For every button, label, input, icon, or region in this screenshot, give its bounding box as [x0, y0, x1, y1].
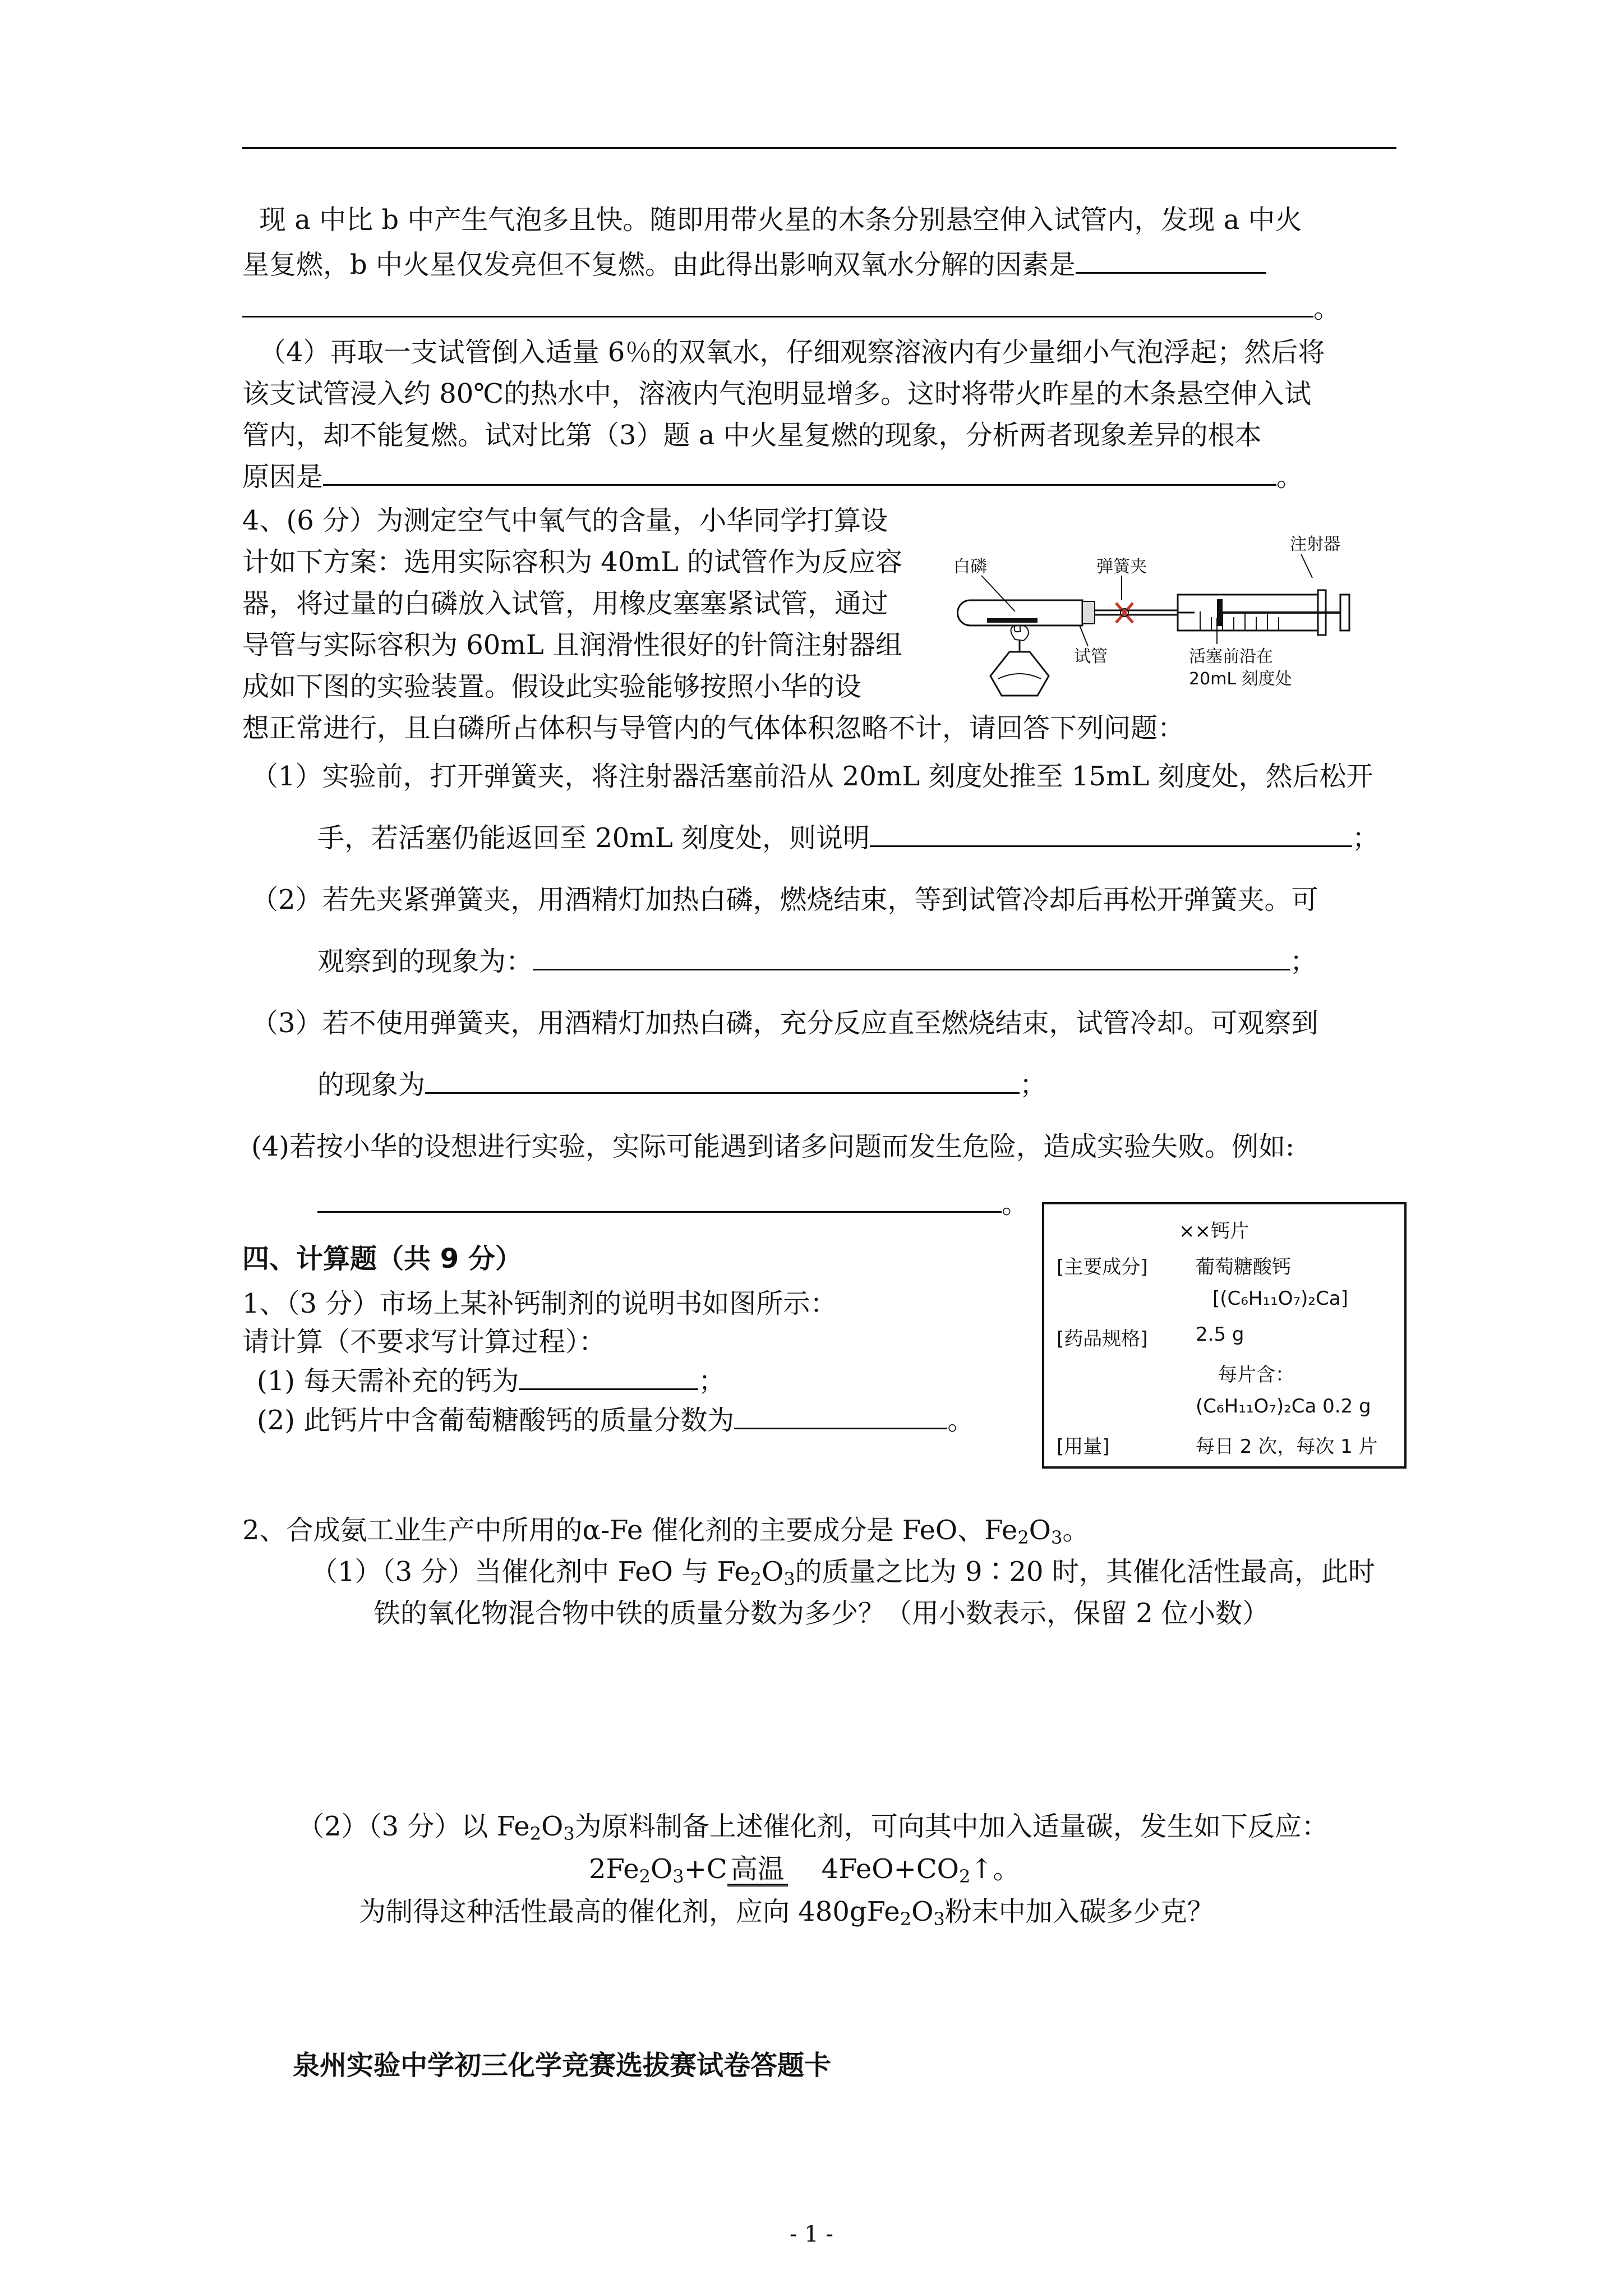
label-each-value: (C₆H₁₁O₇)₂Ca 0.2 g [1196, 1395, 1371, 1418]
q4-line4: 导管与实际容积为 60mL 且润滑性很好的针筒注射器组 [242, 629, 902, 661]
label-title: ××钙片 [1179, 1220, 1249, 1243]
experiment-apparatus-diagram [953, 522, 1380, 701]
calc-q2-2-line3: 为制得这种活性最高的催化剂，应向 $480gFe_2O_3$粉末中加入碳多少克？ [359, 1896, 1214, 1930]
calc-q1-answer1: (1) 每天需补充的钙为 ； [257, 1363, 725, 1399]
q4-line2: 计如下方案：选用实际容积为 40mL 的试管作为反应容 [242, 546, 902, 578]
reaction-equation: $2Fe_2O_3+C$ 高温 $4FeO+CO_2↑$。 [589, 1853, 1020, 1887]
q4-a3-line2: 的现象为 ； [317, 1067, 1046, 1103]
calc-q2-1-line1: （1）（3 分）当催化剂中 FeO 与 $Fe_2O_3$的质量之比为 9∶20 时，其催化活性最高，此时 [311, 1556, 1375, 1590]
label-main-key: [主要成分] [1057, 1256, 1148, 1278]
calcium-tablet-label [1042, 1202, 1407, 1469]
label-piston-line2: 20mL 刻度处 [1189, 669, 1292, 689]
answer-sheet-title: 泉州实验中学初三化学竞赛选拔赛试卷答题卡 [293, 2050, 832, 2081]
calc-q2-intro: 2、合成氨工业生产中所用的α-Fe 催化剂的主要成分是 FeO、$Fe_2O_3$。 [242, 1515, 1090, 1548]
label-syringe: 注射器 [1290, 535, 1340, 554]
q4-line6: 想正常进行，且白磷所占体积与导管内的气体体积忽略不计，请回答下列问题： [242, 712, 1185, 744]
label-spring-clip: 弹簧夹 [1096, 557, 1147, 577]
q3-4-line1: （4）再取一支试管倒入适量 6％的双氧水，仔细观察溶液内有少量细小气泡浮起；然后将 [259, 337, 1325, 368]
q4-line1: 4、(6 分）为测定空气中氧气的含量，小华同学打算设 [242, 505, 888, 536]
q3-cont-line1: 现 a 中比 b 中产生气泡多且快。随即用带火星的木条分别悬空伸入试管内，发现 a 中火 [259, 204, 1302, 236]
label-white-phosphorus: 白磷 [953, 557, 987, 577]
label-dose-key: [用量] [1057, 1435, 1110, 1458]
section-four-title: 四、计算题（共 9 分） [242, 1243, 522, 1274]
calc-q1-line1: 1、（3 分）市场上某补钙制剂的说明书如图所示： [242, 1288, 837, 1319]
q4-a1-line1: （1）实验前，打开弹簧夹，将注射器活塞前沿从 20mL 刻度处推至 15mL 刻度处，然后松开 [251, 761, 1373, 792]
q4-a4-line1: (4)若按小华的设想进行实验，实际可能遇到诸多问题而发生危险，造成实验失败。例如: [251, 1131, 1295, 1162]
q3-4-line4: 原因是 。 [242, 459, 1303, 495]
q4-a4-line2: 。 [317, 1186, 1029, 1222]
q3-cont-line2: 星复燃，b 中火星仅发亮但不复燃。由此得出影响双氧水分解的因素是 [242, 247, 1266, 283]
equation-condition: 高温 [727, 1855, 788, 1887]
q4-line5: 成如下图的实验装置。假设此实验能够按照小华的设 [242, 671, 862, 702]
header-rule [242, 147, 1396, 149]
label-dose-value: 每日 2 次，每次 1 片 [1196, 1435, 1378, 1458]
q3-4-line3: 管内，却不能复燃。试对比第（3）题 a 中火星复燃的现象，分析两者现象差异的根本 [242, 420, 1262, 451]
q4-a3-line1: （3）若不使用弹簧夹，用酒精灯加热白磷，充分反应直至燃烧结束，试管冷却。可观察到 [251, 1007, 1318, 1039]
q3-cont-line3: 。 [242, 291, 1340, 326]
label-main-value: 葡萄糖酸钙 [1196, 1256, 1291, 1278]
q4-a2-line1: （2）若先夹紧弹簧夹，用酒精灯加热白磷，燃烧结束，等到试管冷却后再松开弹簧夹。可 [251, 884, 1318, 915]
label-formula: [(C₆H₁₁O₇)₂Ca] [1212, 1287, 1348, 1310]
calc-q1-answer2: (2) 此钙片中含葡萄糖酸钙的质量分数为 。 [257, 1402, 974, 1438]
label-spec-key: [药品规格] [1057, 1328, 1148, 1350]
q4-a1-line2: 手，若活塞仍能返回至 20mL 刻度处，则说明 ； [317, 820, 1379, 856]
label-each: 每片含： [1218, 1364, 1294, 1386]
calc-q2-1-line2: 铁的氧化物混合物中铁的质量分数为多少？（用小数表示，保留 2 位小数） [374, 1598, 1270, 1629]
q4-line3: 器，将过量的白磷放入试管，用橡皮塞塞紧试管，通过 [242, 588, 889, 619]
label-test-tube: 试管 [1074, 647, 1108, 666]
q4-a2-line2: 观察到的现象为： ； [317, 944, 1317, 979]
calc-q2-2-line1: （2）（3 分）以 $Fe_2O_3$为原料制备上述催化剂，可向其中加入适量碳，发生如下反应： [297, 1811, 1329, 1844]
q3-4-line2: 该支试管浸入约 80℃的热水中，溶液内气泡明显增多。这时将带火昨星的木条悬空伸入试 [242, 378, 1312, 409]
page-number: - 1 - [790, 2221, 833, 2247]
label-piston-line1: 活塞前沿在 [1189, 647, 1273, 666]
label-spec-value: 2.5 g [1196, 1323, 1244, 1346]
calc-q1-line2: 请计算（不要求写计算过程）： [242, 1326, 606, 1358]
